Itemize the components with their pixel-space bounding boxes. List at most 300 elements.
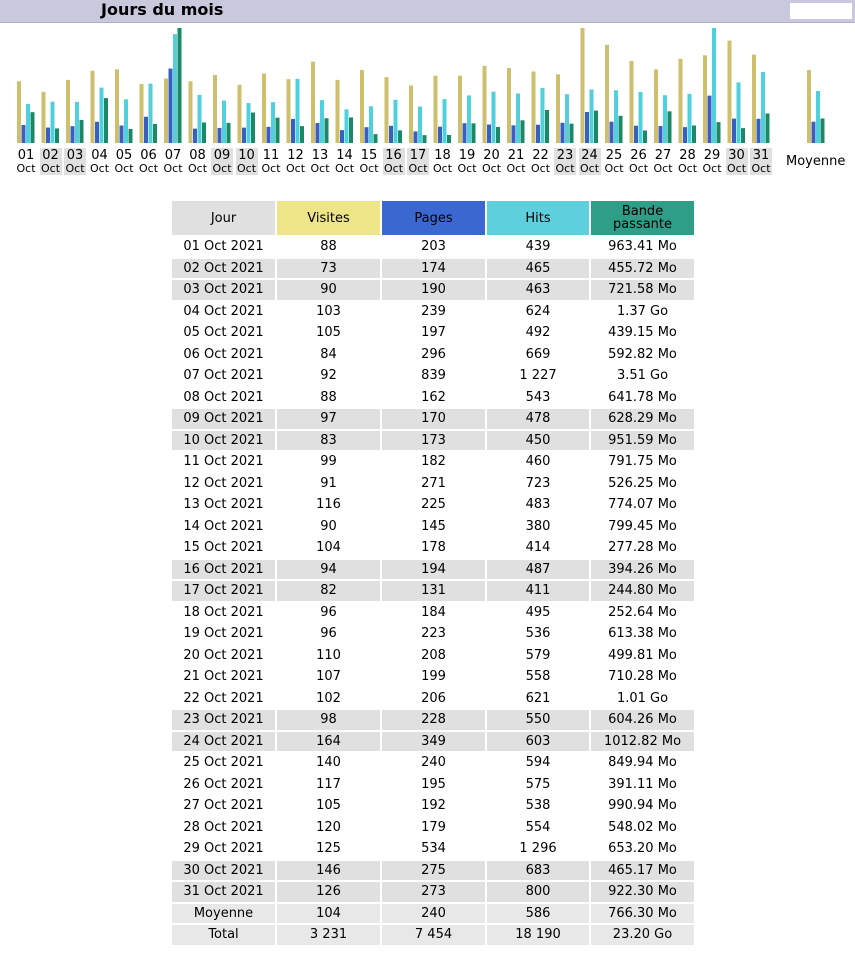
cell-bande: 1.01 Go (616, 690, 669, 706)
day-month: Oct (285, 162, 306, 175)
day-month: Oct (408, 162, 428, 175)
cell-jour: 12 Oct 2021 (183, 475, 264, 491)
table-row (172, 409, 694, 429)
bar-pages (812, 122, 816, 143)
bar-pages (95, 122, 99, 143)
cell-pages: 170 (382, 409, 485, 429)
bar-hits (173, 34, 177, 143)
bar-visites (385, 77, 389, 143)
cell-visites: 110 (316, 647, 341, 663)
bar-hits (663, 95, 667, 143)
day-month: Oct (481, 162, 502, 175)
day-number: 24 (581, 148, 598, 163)
bar-visites (409, 86, 413, 144)
day-month: Oct (579, 162, 600, 175)
cell-visites: 164 (277, 732, 380, 752)
day-label (701, 148, 723, 175)
bar-bande (496, 127, 500, 143)
bar-visites (17, 81, 21, 143)
day-month: Oct (359, 162, 379, 175)
table-row (172, 302, 694, 322)
day-label (750, 148, 772, 175)
cell-jour: 18 Oct 2021 (183, 604, 264, 620)
table-row (172, 775, 694, 795)
bar-pages (438, 127, 442, 143)
cell-visites: 90 (320, 518, 337, 534)
cell-pages: 225 (421, 497, 446, 513)
day-label (726, 148, 748, 175)
bar-visites (66, 80, 70, 143)
total-bande: 23.20 Go (591, 925, 694, 945)
cell-visites: 88 (320, 239, 337, 255)
cell-bande: 799.45 Mo (608, 518, 677, 534)
bar-visites (287, 79, 291, 143)
bar-visites (336, 80, 340, 143)
cell-hits: 411 (487, 581, 589, 601)
day-month: Oct (702, 162, 722, 175)
cell-jour: 07 Oct 2021 (183, 368, 264, 384)
cell-hits: 460 (525, 454, 551, 470)
bar-visites (807, 70, 811, 143)
day-month: Oct (40, 162, 61, 175)
bar-pages (365, 127, 369, 143)
cell-bande: 990.94 Mo (608, 798, 677, 814)
bar-pages (414, 131, 418, 143)
cell-hits: 483 (525, 497, 551, 513)
bar-bande (570, 124, 574, 143)
day-label (579, 148, 601, 175)
cell-bande: 465.17 Mo (591, 861, 694, 881)
bar-hits (565, 94, 569, 143)
cell-hits: 575 (525, 776, 551, 792)
bar-pages (487, 125, 491, 143)
cell-bande: 922.30 Mo (591, 882, 694, 902)
bar-hits (296, 79, 300, 143)
cell-visites: 103 (316, 303, 341, 319)
cell-jour: 23 Oct 2021 (172, 710, 275, 730)
bar-hits (271, 102, 275, 143)
bar-bande (325, 118, 329, 143)
cell-jour: 21 Oct 2021 (183, 669, 264, 685)
day-label (456, 148, 478, 175)
cell-jour: 31 Oct 2021 (172, 882, 275, 902)
cell-visites: 94 (277, 560, 380, 580)
day-number: 09 (213, 148, 231, 163)
day-number: 17 (409, 148, 427, 163)
cell-bande: 548.02 Mo (608, 819, 677, 835)
table-row (172, 882, 694, 902)
cell-hits: 558 (525, 669, 551, 685)
cell-visites: 92 (320, 368, 337, 384)
total-pages: 7 454 (382, 925, 485, 945)
bar-hits (737, 82, 741, 143)
bar-bande (129, 129, 133, 143)
day-label (603, 148, 625, 175)
cell-pages: 197 (421, 325, 446, 341)
day-label (407, 148, 429, 175)
bar-hits (443, 99, 447, 143)
bar-visites (262, 74, 266, 143)
day-month: Oct (236, 162, 257, 175)
cell-pages: 349 (382, 732, 485, 752)
day-number: 29 (703, 148, 721, 163)
cell-pages: 273 (382, 882, 485, 902)
table-row (172, 517, 694, 537)
cell-bande: 951.59 Mo (591, 431, 694, 451)
table-row (172, 646, 694, 666)
day-month: Oct (16, 162, 36, 175)
cell-bande: 391.11 Mo (608, 776, 677, 792)
cell-jour: 15 Oct 2021 (183, 540, 264, 556)
bar-hits (198, 95, 202, 143)
bar-visites (115, 69, 119, 143)
bar-pages (634, 126, 638, 143)
table-row (172, 667, 694, 687)
table-row (172, 560, 694, 580)
bar-visites (728, 41, 732, 143)
cell-pages: 184 (421, 604, 446, 620)
bar-pages (144, 117, 148, 143)
bar-bande (717, 122, 721, 143)
cell-hits: 543 (525, 389, 551, 405)
day-label (187, 148, 209, 175)
cell-jour: 29 Oct 2021 (183, 841, 264, 857)
day-month: Oct (677, 162, 698, 175)
cell-jour: 28 Oct 2021 (183, 819, 264, 835)
day-month: Oct (163, 162, 183, 175)
table-row (172, 753, 694, 773)
table-row (172, 624, 694, 644)
day-label (40, 148, 62, 175)
cell-pages: 178 (421, 540, 446, 556)
average-axis-label: Moyenne (786, 154, 846, 169)
bar-hits (394, 100, 398, 143)
cell-visites: 104 (316, 540, 341, 556)
bar-bande (104, 98, 108, 143)
day-month: Oct (555, 162, 575, 175)
cell-bande: 849.94 Mo (608, 755, 677, 771)
table-row (172, 388, 694, 408)
cell-pages: 190 (382, 280, 485, 300)
cell-hits: 492 (525, 325, 551, 341)
bar-pages (659, 126, 663, 143)
day-number: 22 (532, 148, 549, 163)
day-label (383, 148, 405, 175)
day-label (505, 148, 527, 175)
cell-visites: 117 (316, 776, 341, 792)
day-label (358, 148, 380, 175)
bar-hits (418, 107, 422, 143)
cell-jour: 20 Oct 2021 (183, 647, 264, 663)
cell-pages: 203 (421, 239, 446, 255)
table-row (172, 237, 694, 257)
cell-hits: 579 (525, 647, 551, 663)
table-row (172, 603, 694, 623)
cell-hits: 495 (525, 604, 551, 620)
cell-visites: 125 (316, 841, 341, 857)
day-number: 31 (752, 148, 770, 163)
bar-hits (247, 103, 251, 143)
cell-jour: 19 Oct 2021 (183, 626, 264, 642)
bar-bande (521, 120, 525, 143)
cell-pages: 208 (421, 647, 446, 663)
table-row (172, 495, 694, 515)
bar-pages (242, 128, 246, 143)
bar-hits (369, 106, 373, 143)
table-row (172, 452, 694, 472)
bar-bande (821, 118, 825, 143)
bar-pages (169, 69, 173, 143)
day-label (432, 148, 454, 175)
bar-pages (46, 128, 50, 143)
cell-jour: 24 Oct 2021 (172, 732, 275, 752)
cell-visites: 90 (277, 280, 380, 300)
section-title-bar (0, 0, 855, 23)
bar-visites (434, 76, 438, 143)
bar-bande (423, 135, 427, 143)
cell-visites: 91 (320, 475, 337, 491)
cell-visites: 116 (316, 497, 341, 513)
cell-visites: 146 (277, 861, 380, 881)
day-number: 19 (458, 148, 476, 163)
cell-visites: 97 (277, 409, 380, 429)
day-number: 28 (679, 148, 696, 163)
bar-bande (251, 113, 255, 143)
bar-hits (639, 92, 643, 143)
day-month: Oct (751, 162, 771, 175)
cell-visites: 140 (316, 755, 341, 771)
cell-visites: 98 (277, 710, 380, 730)
header-visites: Visites (277, 201, 380, 235)
day-number: 05 (115, 148, 133, 163)
bar-pages (193, 129, 197, 143)
cell-hits: 450 (487, 431, 589, 451)
daily-bar-chart (0, 22, 855, 146)
table-row (172, 431, 694, 451)
bar-visites (311, 62, 315, 143)
cell-pages: 199 (421, 669, 446, 685)
table-row (172, 732, 694, 752)
cell-visites: 120 (316, 819, 341, 835)
cell-bande: 244.80 Mo (591, 581, 694, 601)
cell-hits: 603 (487, 732, 589, 752)
table-row (172, 366, 694, 386)
daily-stats-table (170, 199, 696, 947)
cell-jour: 04 Oct 2021 (183, 303, 264, 319)
cell-hits: 669 (525, 346, 551, 362)
bar-bande (349, 117, 353, 143)
cell-visites: 88 (320, 389, 337, 405)
bar-bande (31, 112, 35, 143)
cell-jour: 27 Oct 2021 (183, 798, 264, 814)
cell-hits: 465 (487, 259, 589, 279)
bar-bande (472, 123, 476, 143)
day-number: 07 (164, 148, 182, 163)
cell-bande: 613.38 Mo (608, 626, 677, 642)
day-label (334, 148, 356, 175)
bar-pages (71, 126, 75, 143)
bar-hits (614, 90, 618, 143)
cell-bande: 604.26 Mo (591, 710, 694, 730)
day-number: 08 (189, 148, 206, 163)
day-number: 23 (556, 148, 574, 163)
table-row (172, 323, 694, 343)
bar-hits (467, 95, 471, 143)
bar-bande (447, 135, 451, 143)
cell-bande: 1012.82 Mo (591, 732, 694, 752)
bar-pages (512, 125, 516, 143)
bar-pages (120, 126, 124, 143)
day-month: Oct (138, 162, 159, 175)
bar-visites (703, 55, 707, 143)
bar-visites (532, 71, 536, 143)
day-number: 20 (483, 148, 500, 163)
cell-jour: 09 Oct 2021 (172, 409, 275, 429)
cell-pages: 162 (421, 389, 446, 405)
day-month: Oct (310, 162, 330, 175)
day-month: Oct (261, 162, 281, 175)
cell-pages: 240 (421, 755, 446, 771)
cell-pages: 182 (421, 454, 446, 470)
day-month: Oct (187, 162, 208, 175)
section-title: Jours du mois (101, 0, 224, 19)
average-hits: 586 (487, 904, 589, 924)
cell-bande: 721.58 Mo (591, 280, 694, 300)
bar-visites (213, 75, 217, 143)
cell-bande: 963.41 Mo (608, 239, 677, 255)
day-month: Oct (604, 162, 624, 175)
table-average-row (172, 904, 694, 924)
table-row (172, 280, 694, 300)
cell-pages: 296 (421, 346, 446, 362)
cell-hits: 624 (525, 303, 551, 319)
cell-bande: 592.82 Mo (608, 346, 677, 362)
bar-visites (140, 84, 144, 143)
day-month: Oct (383, 162, 404, 175)
cell-bande: 439.15 Mo (608, 325, 677, 341)
bar-bande (153, 124, 157, 143)
day-label (211, 148, 233, 175)
cell-pages: 271 (421, 475, 446, 491)
cell-pages: 228 (382, 710, 485, 730)
day-label (530, 148, 552, 175)
day-label (64, 148, 86, 175)
bar-bande (398, 130, 402, 143)
bar-pages (267, 127, 271, 143)
cell-jour: 26 Oct 2021 (183, 776, 264, 792)
day-number: 27 (654, 148, 672, 163)
total-hits: 18 190 (487, 925, 589, 945)
day-number: 04 (91, 148, 108, 163)
cell-hits: 487 (487, 560, 589, 580)
cell-jour: 22 Oct 2021 (183, 690, 264, 706)
cell-jour: 02 Oct 2021 (172, 259, 275, 279)
bar-hits (51, 102, 55, 143)
cell-bande: 1.37 Go (616, 303, 669, 319)
bar-bande (202, 122, 206, 143)
bar-hits (541, 88, 545, 143)
day-label (113, 148, 135, 175)
bar-hits (345, 109, 349, 143)
day-month: Oct (212, 162, 232, 175)
cell-hits: 594 (525, 755, 551, 771)
bar-hits (516, 93, 520, 143)
bar-visites (458, 76, 462, 143)
cell-pages: 195 (421, 776, 446, 792)
table-row (172, 581, 694, 601)
bar-pages (708, 96, 712, 143)
bar-bande (741, 128, 745, 143)
header-hits: Hits (487, 201, 589, 235)
cell-bande: 394.26 Mo (591, 560, 694, 580)
bar-bande (545, 110, 549, 143)
day-number: 21 (507, 148, 525, 163)
bar-visites (483, 66, 487, 143)
cell-bande: 774.07 Mo (608, 497, 677, 513)
bar-hits (100, 88, 104, 143)
cell-hits: 439 (525, 239, 551, 255)
day-label (652, 148, 674, 175)
cell-jour: 14 Oct 2021 (183, 518, 264, 534)
cell-visites: 105 (316, 325, 341, 341)
bar-visites (630, 61, 634, 143)
bar-visites (556, 74, 560, 143)
day-number: 10 (238, 148, 255, 163)
cell-jour: 06 Oct 2021 (183, 346, 264, 362)
table-body (172, 237, 694, 902)
cell-visites: 83 (277, 431, 380, 451)
cell-pages: 173 (382, 431, 485, 451)
cell-hits: 621 (525, 690, 551, 706)
cell-jour: 11 Oct 2021 (183, 454, 264, 470)
cell-pages: 174 (382, 259, 485, 279)
cell-visites: 82 (277, 581, 380, 601)
bar-pages (291, 119, 295, 143)
day-month: Oct (530, 162, 551, 175)
day-number: 02 (42, 148, 59, 163)
bar-visites (679, 59, 683, 143)
bar-pages (463, 123, 467, 143)
table-row (172, 538, 694, 558)
cell-visites: 105 (316, 798, 341, 814)
bar-visites (238, 85, 242, 143)
cell-hits: 550 (487, 710, 589, 730)
day-number: 11 (262, 148, 280, 163)
cell-hits: 380 (525, 518, 551, 534)
cell-pages: 131 (382, 581, 485, 601)
bar-bande (594, 111, 598, 143)
cell-bande: 710.28 Mo (608, 669, 677, 685)
bar-pages (683, 127, 687, 143)
day-month: Oct (432, 162, 453, 175)
cell-hits: 683 (487, 861, 589, 881)
table-row (172, 474, 694, 494)
average-bande: 766.30 Mo (591, 904, 694, 924)
day-label (260, 148, 282, 175)
bar-pages (757, 119, 761, 143)
bar-pages (610, 122, 614, 143)
bar-visites (605, 45, 609, 143)
day-month: Oct (89, 162, 110, 175)
bar-hits (124, 99, 128, 143)
cell-hits: 538 (525, 798, 551, 814)
bar-pages (22, 125, 26, 143)
cell-hits: 800 (487, 882, 589, 902)
cell-pages: 223 (421, 626, 446, 642)
bar-bande (300, 126, 304, 143)
bar-pages (585, 112, 589, 143)
table-row (172, 259, 694, 279)
